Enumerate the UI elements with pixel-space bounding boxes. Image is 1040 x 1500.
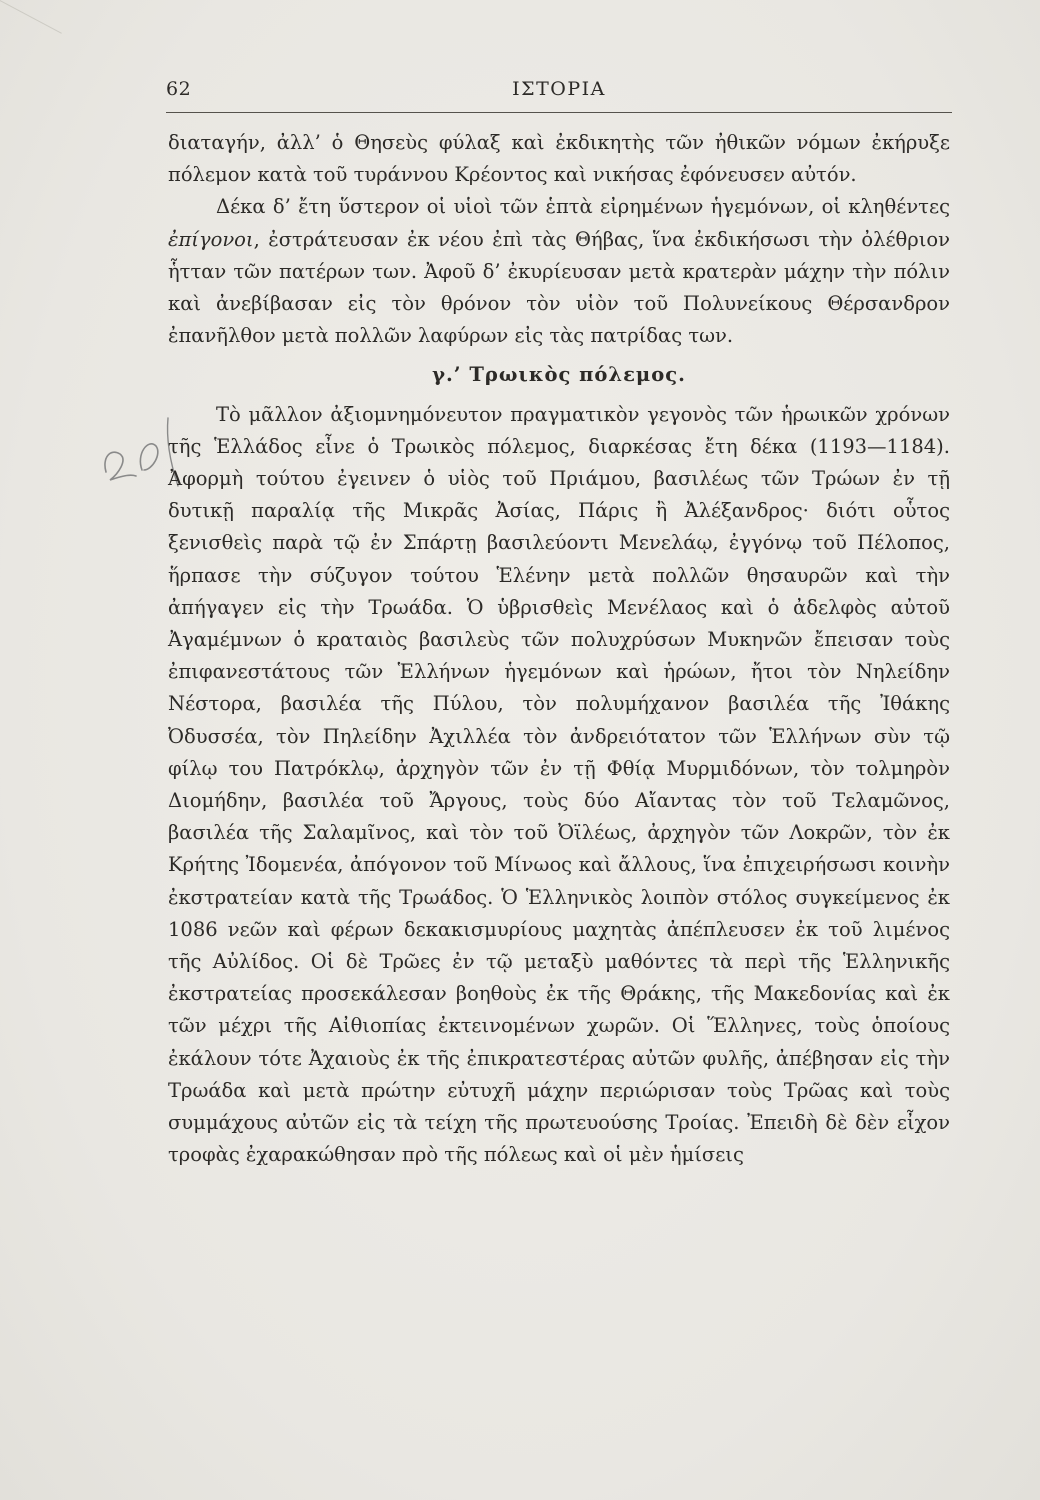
emphasized-term: ἐπίγονοι xyxy=(168,227,254,251)
paragraph: Τὸ μᾶλλον ἀξιομνημόνευτον πραγματικὸν γεγονὸς τῶν ἡρωικῶν χρόνων τῆς Ἑλλάδος εἶνε ὁ Τρωικὸς πόλεμος, διαρκέσας ἔτη δέκα (1193—1184). Ἀφορμὴ τούτου ἐγεινεν ὁ υἱὸς τοῦ Πριάμου, βασιλέως τῶν Τρώων ἐν τῇ δυτικῇ παραλίᾳ τῆς Μικρᾶς Ἀσίας, Πάρις ἢ Ἀλέξανδρος· διότι οὗτος ξενισθεὶς παρὰ τῷ ἐν Σπάρτῃ βασιλεύοντι Μενελάῳ, ἐγγόνῳ τοῦ Πέλοπος, ἥρπασε τὴν σύζυγον τούτου Ἑλένην μετὰ πολλῶν θησαυρῶν καὶ τὴν ἀπήγαγεν εἰς τὴν Τρωάδα. Ὁ ὑβρισθεὶς Μενέλαος καὶ ὁ ἀδελφὸς αὐτοῦ Ἀγαμέμνων ὁ κραταιὸς βασιλεὺς τῶν πολυχρύσων Μυκηνῶν ἔπεισαν τοὺς ἐπιφανεστάτους τῶν Ἑλλήνων ἡγεμόνων καὶ ἡρώων, ἤτοι τὸν Νηλείδην Νέστορα, βασιλέα τῆς Πύλου, τὸν πολυμήχανον βασιλέα τῆς Ἰθάκης Ὀδυσσέα, τὸν Πηλείδην Ἀχιλλέα τὸν ἀνδρειότατον τῶν Ἑλλήνων σὺν τῷ φίλῳ του Πατρόκλῳ, ἀρχηγὸν τῶν ἐν τῇ Φθίᾳ Μυρμιδόνων, τὸν τολμηρὸν Διομήδην, βασιλέα τοῦ Ἄργους, τοὺς δύο Αἴαντας τὸν τοῦ Τελαμῶνος, βασιλέα τῆς Σαλαμῖνος, καὶ τὸν τοῦ Ὀϊλέως, ἀρχηγὸν τῶν Λοκρῶν, τὸν ἐκ Κρήτης Ἰδομενέα, ἀπόγονον τοῦ Μίνωος καὶ ἄλλους, ἵνα ἐπιχειρήσωσι κοινὴν ἐκστρατείαν κατὰ τῆς Τρωάδος. Ὁ Ἑλληνικὸς λοιπὸν στόλος συγκείμενος ἐκ 1086 νεῶν καὶ φέρων δεκακισμυρίους μαχητὰς ἀπέπλευσεν ἐκ τοῦ λιμένος τῆς Αὐλίδος. Οἱ δὲ Τρῶες ἐν τῷ μεταξὺ μαθόντες τὰ περὶ τῆς Ἑλληνικῆς ἐκστρατείας προσεκάλεσαν βοηθοὺς ἐκ τῆς Θράκης, τῆς Μακεδονίας καὶ ἐκ τῶν μέχρι τῆς Αἰθιοπίας ἐκτεινομένων χωρῶν. Οἱ Ἕλληνες, τοὺς ὁποίους ἐκάλουν τότε Ἀχαιοὺς ἐκ τῆς ἐπικρατεστέρας αὐτῶν φυλῆς, ἀπέβησαν εἰς τὴν Τρωάδα καὶ μετὰ πρώτην εὐτυχῆ μάχην περιώρισαν τοὺς Τρῶας καὶ τοὺς συμμάχους αὐτῶν εἰς τὰ τείχη τῆς πρωτευούσης Τροίας. Ἐπειδὴ δὲ δὲν εἶχον τροφὰς ἐχαρακώθησαν πρὸ τῆς πόλεως καὶ οἱ μὲν ἡμίσεις xyxy=(168,402,950,1167)
page-number: 62 xyxy=(166,78,192,100)
header-rule xyxy=(166,112,952,113)
paragraph-text: , ἐστράτευσαν ἐκ νέου ἐπὶ τὰς Θήβας, ἵνα ἐκδικήσωσι τὴν ὀλέθριον ἧτταν τῶν πατέρων των. Ἀφοῦ δ’ ἐκυρίευσαν μετὰ κρατερὰν μάχην τὴν πόλιν καὶ ἀνεβίβασαν εἰς τὸν θρόνον τὸν υἱὸν τοῦ Πολυνείκους Θέρσανδρον ἐπανῆλθον μετὰ πολλῶν λαφύρων εἰς τὰς πατρίδας των. xyxy=(168,227,950,348)
paragraph: διαταγήν, ἀλλ’ ὁ Θησεὺς φύλαξ καὶ ἐκδικητὴς τῶν ἠθικῶν νόμων ἐκήρυξε πόλεμον κατὰ τοῦ τυράννου Κρέοντος καὶ νικήσας ἐφόνευσεν αὐτόν. xyxy=(168,131,950,187)
running-title: ΙΣΤΟΡΙΑ xyxy=(512,78,606,100)
body-text xyxy=(168,127,950,1172)
page-header xyxy=(166,78,952,118)
paragraph-text: Δέκα δ’ ἔτη ὕστερον οἱ υἱοὶ τῶν ἑπτὰ εἰρημένων ἡγεμόνων, οἱ κληθέντες xyxy=(216,195,950,219)
paragraph xyxy=(168,191,950,352)
section-heading: γ.’ Τρωικὸς πόλεμος. xyxy=(432,363,686,387)
page-corner-crease xyxy=(0,0,62,69)
